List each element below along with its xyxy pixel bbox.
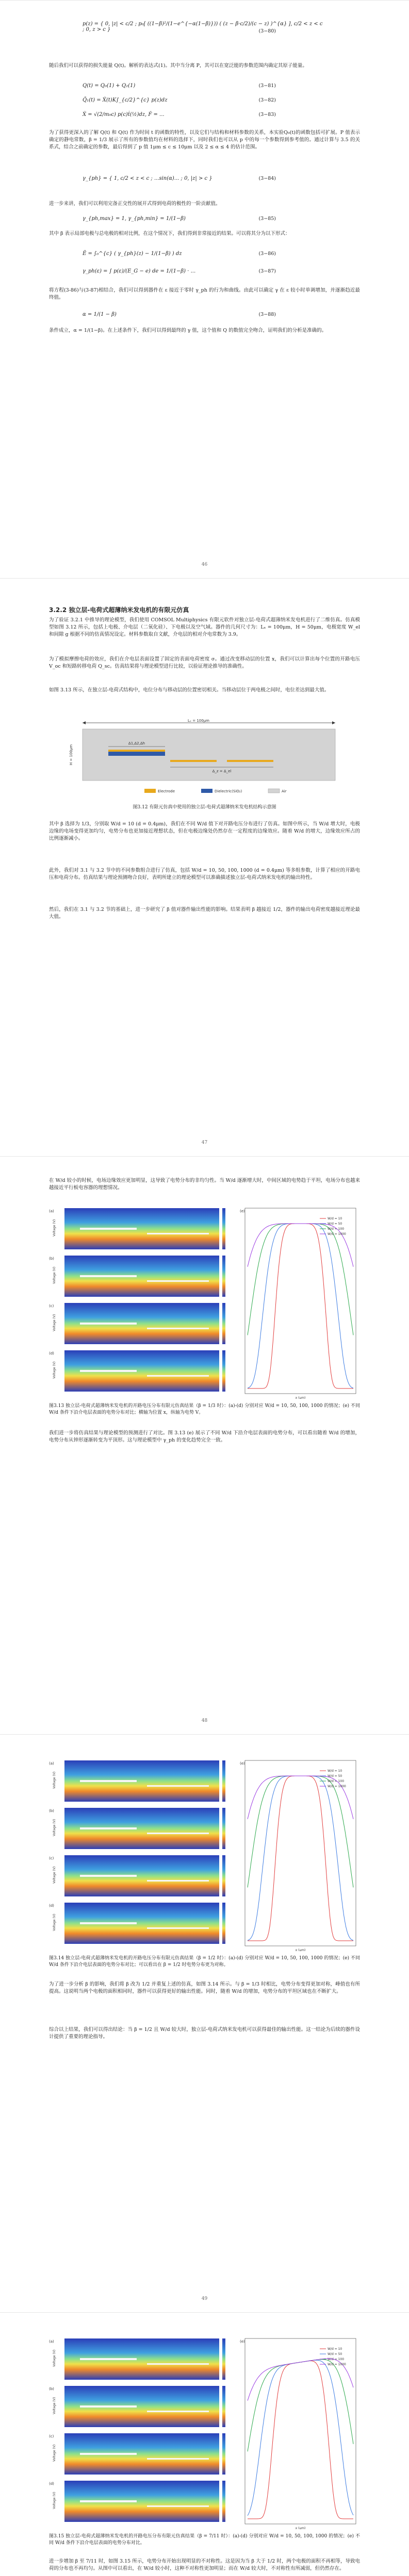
svg-text:Air: Air bbox=[282, 789, 287, 793]
y-axis-label: Voltage (V) bbox=[53, 1866, 56, 1884]
paragraph: 为了模拟摩擦电荷的效应，我们在介电层表面设置了固定的表面电荷密度 σ。通过改变移动层的位置 x，我们可以计算出每个位置的开路电压 V_oc 和短路转移电荷 Q_sc。仿真结果将与理论模型进行比较，以验证理论推导的准确性。 bbox=[49, 656, 360, 669]
field-panel bbox=[49, 1855, 225, 1896]
profile-line bbox=[248, 1776, 353, 1888]
length-label: Lₓ = 100μm bbox=[188, 719, 209, 723]
panel-label: (e) bbox=[240, 2340, 245, 2344]
page-number: 48 bbox=[201, 1718, 208, 1723]
legend-entry: W/d = 10 bbox=[328, 1769, 342, 1773]
legend-entry: W/d = 1000 bbox=[328, 1232, 346, 1236]
equation-3-81: Q(t) = Q₀(1) + Q₂(1) (3−81) bbox=[83, 83, 276, 89]
figure-3-15 bbox=[49, 2333, 360, 2529]
legend-entry: W/d = 100 bbox=[328, 1227, 345, 1231]
paragraph: 然后，我们在 3.1 与 3.2 节的基础上，进一步研究了 β 值对器件输出性能的影响。结果表明 β 越接近 1/2，器件的输出电荷密度越接近理论最大值。 bbox=[49, 907, 360, 920]
y-axis-label: Voltage (V) bbox=[53, 1361, 56, 1379]
paragraph: 进一步来讲，我们可以利用完备正交性的展开式得到电荷的极性的一阶贡献值。 bbox=[49, 201, 221, 207]
field-panel bbox=[49, 1808, 225, 1849]
bottom-electrode-2 bbox=[227, 760, 273, 762]
page-4 bbox=[0, 1734, 409, 2313]
paragraph: 在 W/d 较小的时候，电场边缘效应更加明显，这导致了电势分布的非均匀性。当 W/d 逐渐增大时，中间区域的电势趋于平坦，电场分布也越来越接近平行板电容器的理想情况。 bbox=[49, 1178, 360, 1191]
panel-label: (a) bbox=[49, 1209, 54, 1213]
panel-label: (b) bbox=[49, 1257, 54, 1261]
panel-label: (c) bbox=[49, 1856, 54, 1860]
dielectric-layer bbox=[108, 752, 165, 756]
svg-text:Δ_z = Δ_el: Δ_z = Δ_el bbox=[212, 769, 232, 773]
figure-caption: 图3.15 独立层-电荷式超薄纳米发电机的开路电压分布有限元仿真结果（β = 7/11 时）：(a)-(d) 分别对应 W/d = 10, 50, 100, 1000 的情况；(e) 不同 W/d 条件下沿介电层表面的电势分布对比。 bbox=[49, 2534, 360, 2546]
page-1 bbox=[0, 0, 409, 579]
panel-label: (d) bbox=[49, 1351, 54, 1355]
field-panel bbox=[49, 2481, 225, 2522]
y-axis-label: Voltage (V) bbox=[53, 2492, 56, 2509]
equation-3-83: Ẋ = √(2/m₀c) p(c)ṫ(½)dz, Ḟ = ... (3−83) bbox=[83, 112, 276, 117]
page-number: 47 bbox=[201, 1140, 208, 1145]
y-axis-label: Voltage (V) bbox=[53, 2397, 56, 2414]
equation-3-80: p(z) = { 0, |z| < c/2 ; p₀[ ((1−β)²/(1−e^{−α(1−β)})) ( (z − β·c/2)/(c − z) )^{α} ], c/2 < z < c ; 0, z > c } (3−80) bbox=[83, 21, 323, 34]
profile-panel bbox=[240, 1208, 356, 1399]
paragraph: 条件成立，α = 1/(1−β)。在上述条件下，我们可以得到最终的 γ 值，这个值和 Q 的数值完全吻合，证明我们的分析是准确的。 bbox=[49, 328, 327, 333]
field-panel bbox=[49, 1256, 225, 1297]
y-axis-label: Voltage (V) bbox=[53, 1219, 56, 1236]
paragraph: 将方程(3-86)与(3-87)相结合，我们可以得到器件在 ε 接近于零时 γ_ph 的行为和曲线。由此可以确定 γ 在 ε 较小时单调增加，并逐渐趋近最终值。 bbox=[49, 287, 360, 300]
equation-3-84: γ_{ph} = { 1, c/2 < z < c ; ...sin(α)... ; 0, |z| > c } (3−84) bbox=[83, 176, 276, 181]
legend-entry: W/d = 50 bbox=[328, 1774, 342, 1778]
field-panel bbox=[49, 1208, 225, 1249]
figure-3-14 bbox=[49, 1755, 360, 1951]
equation-3-82: Q̃₁(t) = Ẋ(t)K∫_{c/2}^{c} p(z)dz (3−82) bbox=[83, 97, 276, 103]
legend-entry: W/d = 100 bbox=[328, 2358, 345, 2361]
field-panel bbox=[49, 1760, 225, 1802]
page-2 bbox=[0, 578, 409, 1157]
figure-3-12-structure bbox=[62, 718, 347, 800]
paragraph: 为了验证 3.2.1 中推导的理论模型，我们使用 COMSOL Multiphysics 有限元软件对独立层-电荷式超薄纳米发电机进行了二维仿真。仿真模型如图 3.12 所示，包括上电极、介电层（二氧化硅）、下电极以及空气域。器件的几何尺寸为：Lₓ = 100μm，H = 50μm，电极宽度 W_el 和间隙 g 根据不同的仿真情况设定。材料参数取自文献，介电层的相对介电常数为 3.9。 bbox=[49, 617, 360, 637]
field-panel bbox=[49, 2433, 225, 2475]
paragraph: 其中 β 表示局部电极与总电极的相对比例，在这个情况下，我们得到非常接近的结果。可以将其分为以下形式： bbox=[49, 231, 290, 236]
x-axis-label: x (μm) bbox=[295, 2527, 306, 2529]
panel-label: (c) bbox=[49, 2434, 54, 2438]
x-axis-label: x (μm) bbox=[295, 1948, 306, 1951]
page-number: 49 bbox=[201, 2296, 208, 2301]
legend-electrode-swatch bbox=[144, 789, 156, 793]
x-axis-label: x (μm) bbox=[295, 1396, 306, 1399]
legend-entry: W/d = 10 bbox=[328, 1217, 342, 1221]
paragraph: 综合以上结果，我们可以得出结论：当 β = 1/2 且 W/d 较大时，独立层-电荷式纳米发电机可以获得最佳的输出性能。这一结论为后续的器件设计提供了重要的理论指导。 bbox=[49, 2027, 360, 2040]
legend-air-swatch bbox=[268, 789, 280, 793]
paragraph: 我们进一步将仿真结果与理论模型的预测进行了对比。图 3.13 (e) 展示了不同 W/d 下沿介电层表面的电势分布，可以看出随着 W/d 的增加，电势分布从钟形逐渐转变为平顶形。这与理论模型中 γ_ph 的变化趋势完全一致。 bbox=[49, 1430, 360, 1443]
equation-3-86: Ê = ∫₀^{c} ( γ_{ph}(z) − 1/(1−β) ) dz (3−86) bbox=[83, 251, 276, 257]
legend-entry: W/d = 50 bbox=[328, 1222, 342, 1226]
profile-panel bbox=[240, 2338, 356, 2529]
paragraph: 为了进一步分析 β 的影响，我们将 β 改为 1/2 并重复上述的仿真，如图 3.14 所示。与 β = 1/3 时相比，电势分布变得更加对称，峰值也有所提高。这说明当两个电极的面积相同时，器件可以获得更好的输出性能。同时，随着 W/d 的增加，电势分布的平坦区域也在不断扩大。 bbox=[49, 1981, 360, 1994]
top-electrode bbox=[108, 750, 165, 752]
y-axis-label: Voltage (V) bbox=[53, 1771, 56, 1789]
profile-line bbox=[248, 1224, 353, 1388]
legend-dielectric-swatch bbox=[201, 789, 212, 793]
profile-line bbox=[248, 1224, 353, 1335]
profile-line bbox=[248, 1776, 353, 1940]
figure-caption: 图3.14 独立层-电荷式超薄纳米发电机的开路电压分布有限元仿真结果（β = 1/2 时）：(a)-(d) 分别对应 W/d = 10, 50, 100, 1000 的情况；(e) 不同 W/d 条件下沿介电层表面的电势分布对比；可以看出在 β = 1/2 时电势分布更为对称。 bbox=[49, 1956, 360, 1968]
page-number: 46 bbox=[201, 562, 208, 567]
profile-line bbox=[248, 2360, 353, 2516]
field-panel bbox=[49, 2338, 225, 2380]
panel-label: (a) bbox=[49, 2340, 54, 2344]
y-axis-label: Voltage (V) bbox=[53, 1913, 56, 1931]
paragraph: 其中 β 选择为 1/3，分别取 W/d = 10 (d = 0.4μm)，我们在不同 W/d 值下对开路电压分布进行了仿真。如图中所示，当 W/d 增大时，电极边缘的电场变得更加均匀，电势分布也更加接近理想状态，但在电极边缘处仍然存在一定程度的边缘效应。随着 W/d 的增大，边缘效应所占的比例逐渐减小。 bbox=[49, 821, 360, 841]
equation-3-85: γ_{ph,max} = 1, γ_{ph,min} = 1/(1−β) (3−85) bbox=[83, 216, 276, 222]
figure-3-13 bbox=[49, 1203, 360, 1399]
svg-text:Δ1,Δ2,Δh: Δ1,Δ2,Δh bbox=[128, 741, 145, 745]
panel-label: (e) bbox=[240, 1761, 245, 1766]
profile-line bbox=[248, 2360, 353, 2452]
legend-entry: W/d = 1000 bbox=[328, 2363, 346, 2366]
svg-text:H = 100μm: H = 100μm bbox=[69, 744, 73, 766]
svg-text:Dielectric(SiO₂): Dielectric(SiO₂) bbox=[215, 789, 242, 793]
field-panel bbox=[49, 1903, 225, 1944]
legend-entry: W/d = 50 bbox=[328, 2352, 342, 2356]
panel-label: (b) bbox=[49, 1809, 54, 1813]
profile-line bbox=[248, 2361, 353, 2519]
panel-label: (a) bbox=[49, 1761, 54, 1766]
legend-entry: W/d = 100 bbox=[328, 1780, 345, 1783]
panel-label: (d) bbox=[49, 1904, 54, 1908]
panel-label: (e) bbox=[240, 1209, 245, 1213]
panel-label: (b) bbox=[49, 2387, 54, 2391]
figure-caption: 图3.12 有限元仿真中使用的独立层-电荷式超薄纳米发电机结构示意图 bbox=[133, 805, 276, 810]
paragraph: 为了获得更深入的了解 Q(t) 和 Q(t) 作为时间 t 的函数的特性，以及它们与结构和材料参数的关系，本实验Q₀(t)的函数包括可扩展。P 值表示确定的静电常数，β = 1/3 展示了所有的参数值均在材料的选择下，同时我们也可以从 p 中的每一个参数得到参考值的。通过计算与 3.5 的关系式，结合之前确定的参数，最后得到了 p 值 1μm ≤ c ≤ 10μm 以及 2 ≤ α ≤ 4 的估计范围。 bbox=[49, 130, 360, 150]
panel-label: (d) bbox=[49, 2482, 54, 2486]
legend-entry: W/d = 1000 bbox=[328, 1785, 346, 1788]
panel-label: (c) bbox=[49, 1304, 54, 1308]
legend-entry: W/d = 10 bbox=[328, 2347, 342, 2351]
figure-caption: 图3.13 独立层-电荷式超薄纳米发电机的开路电压分布有限元仿真结果（β = 1/3 时）：(a)-(d) 分别对应 W/d = 10, 50, 100, 1000 的情况；(e) 不同 W/d 条件下沿介电层表面的电势分布对比；横轴为位置 x，纵轴为电势 V。 bbox=[49, 1403, 360, 1415]
equation-3-88: α = 1/(1 − β) (3−88) bbox=[83, 312, 276, 317]
profile-panel bbox=[240, 1760, 356, 1951]
paragraph: 如图 3.13 所示，在独立层-电荷式结构中，电位分布与移动层的位置密切相关。当移动层位于两电极之间时，电位差达到最大值。 bbox=[49, 687, 330, 693]
page-3 bbox=[0, 1156, 409, 1735]
paragraph: 进一步增加 β 至 7/11 时，如图 3.15 所示，电势分布开始出现明显的不对称性。这是因为当 β 大于 1/2 时，两个电极的面积不再相等，导致电荷的分布也不再均匀。从图中可以看出，在 W/d 较小时，这种不对称性更加明显；而在 W/d 较大时，不对称性有所减弱，但仍然存在。 bbox=[49, 2558, 360, 2571]
y-axis-label: Voltage (V) bbox=[53, 1314, 56, 1331]
y-axis-label: Voltage (V) bbox=[53, 1819, 56, 1836]
section-heading: 3.2.2 独立层-电荷式超薄纳米发电机的有限元仿真 bbox=[49, 606, 189, 614]
equation-3-87: γ_ph(ε) = ∫ p(ε)/(E_G − e) de = 1/(1−β) · ... (3−87) bbox=[83, 268, 276, 274]
field-panel bbox=[49, 1303, 225, 1344]
y-axis-label: Voltage (V) bbox=[53, 2444, 56, 2462]
field-panel bbox=[49, 2386, 225, 2427]
y-axis-label: Voltage (V) bbox=[53, 2349, 56, 2367]
paragraph: 此外，我们对 3.1 与 3.2 节中的不同参数组合进行了仿真，包括 W/d = 10, 50, 100, 1000 (d = 0.4μm) 等多组参数，计算了相应的开路电压和电荷分布。仿真结果与理论预测吻合良好，表明所建立的理论模型可以准确描述独立层-电荷式纳米发电机的输出特性。 bbox=[49, 868, 360, 880]
y-axis-label: Voltage (V) bbox=[53, 1266, 56, 1284]
page-5 bbox=[0, 2312, 409, 2576]
field-panel bbox=[49, 1350, 225, 1392]
svg-text:Electrode: Electrode bbox=[158, 789, 175, 793]
paragraph: 随后我们可以获得的损失能量 Q(t)。解析的表达式(1)。其中当分离 P，其可以在宽泛能的参数范围内确定其原子能量。 bbox=[49, 63, 307, 69]
bottom-electrode-1 bbox=[170, 760, 217, 762]
